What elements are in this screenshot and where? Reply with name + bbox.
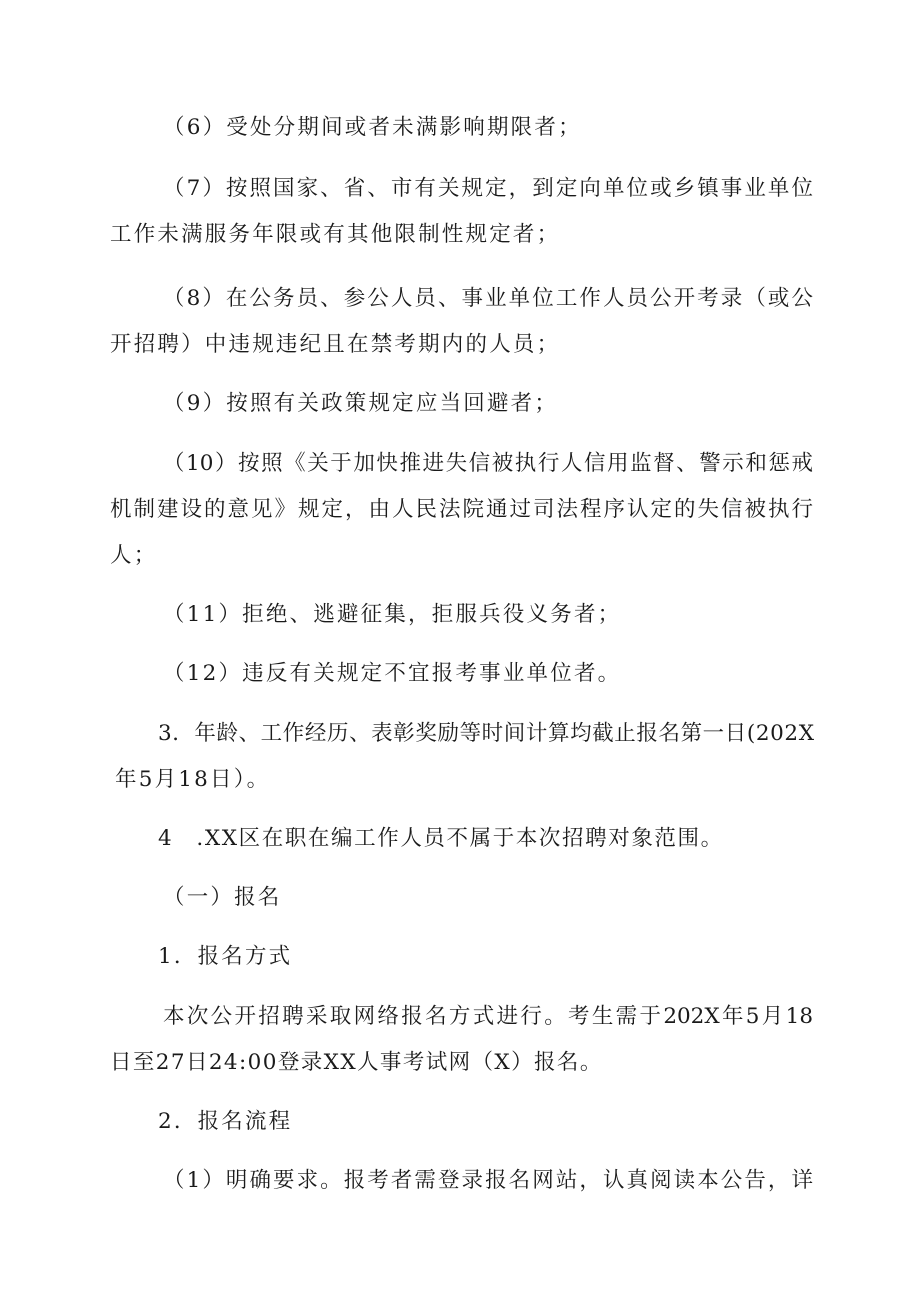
paragraph-line-8: 机制建设的意见》规定，由人民法院通过司法程序认定的失信被执行	[110, 497, 813, 522]
section-heading-registration: （一）报名	[163, 885, 282, 910]
paragraph-line-4: （8）在公务员、参公人员、事业单位工作人员公开考录（或公	[163, 286, 813, 311]
paragraph-line-10: （11）拒绝、逃避征集，拒服兵役义务者；	[163, 602, 622, 627]
paragraph-line-5: 开招聘）中违规违纪且在禁考期内的人员；	[110, 332, 561, 357]
paragraph-line-12: 3．年龄、工作经历、表彰奖励等时间计算均截止报名第一日(202X	[158, 721, 815, 746]
paragraph-line-3: 工作未满服务年限或有其他限制性规定者；	[110, 222, 561, 247]
paragraph-line-1: （6）受处分期间或者未满影响期限者；	[163, 115, 582, 140]
paragraph-line-7: （10）按照《关于加快推进失信被执行人信用监督、警示和惩戒	[163, 451, 813, 476]
subheading-registration-method: 1．报名方式	[158, 944, 293, 969]
paragraph-line-13: 年5月18日）。	[115, 767, 271, 792]
paragraph-line-6: （9）按照有关政策规定应当回避者；	[163, 391, 559, 416]
paragraph-line-18: 日至27日24:00登录XX人事考试网（X）报名。	[110, 1050, 603, 1075]
paragraph-line-17: 本次公开招聘采取网络报名方式进行。考生需于202X年5月18	[163, 1004, 813, 1029]
paragraph-line-9: 人；	[110, 543, 158, 568]
paragraph-line-11: （12）违反有关规定不宜报考事业单位者。	[163, 661, 622, 686]
subheading-registration-process: 2．报名流程	[158, 1109, 293, 1134]
paragraph-line-2: （7）按照国家、省、市有关规定，到定向单位或乡镇事业单位	[163, 176, 813, 201]
paragraph-line-14: 4 .XX区在职在编工作人员不属于本次招聘对象范围。	[158, 826, 724, 851]
paragraph-line-20: （1）明确要求。报考者需登录报名网站，认真阅读本公告，详	[163, 1168, 813, 1193]
